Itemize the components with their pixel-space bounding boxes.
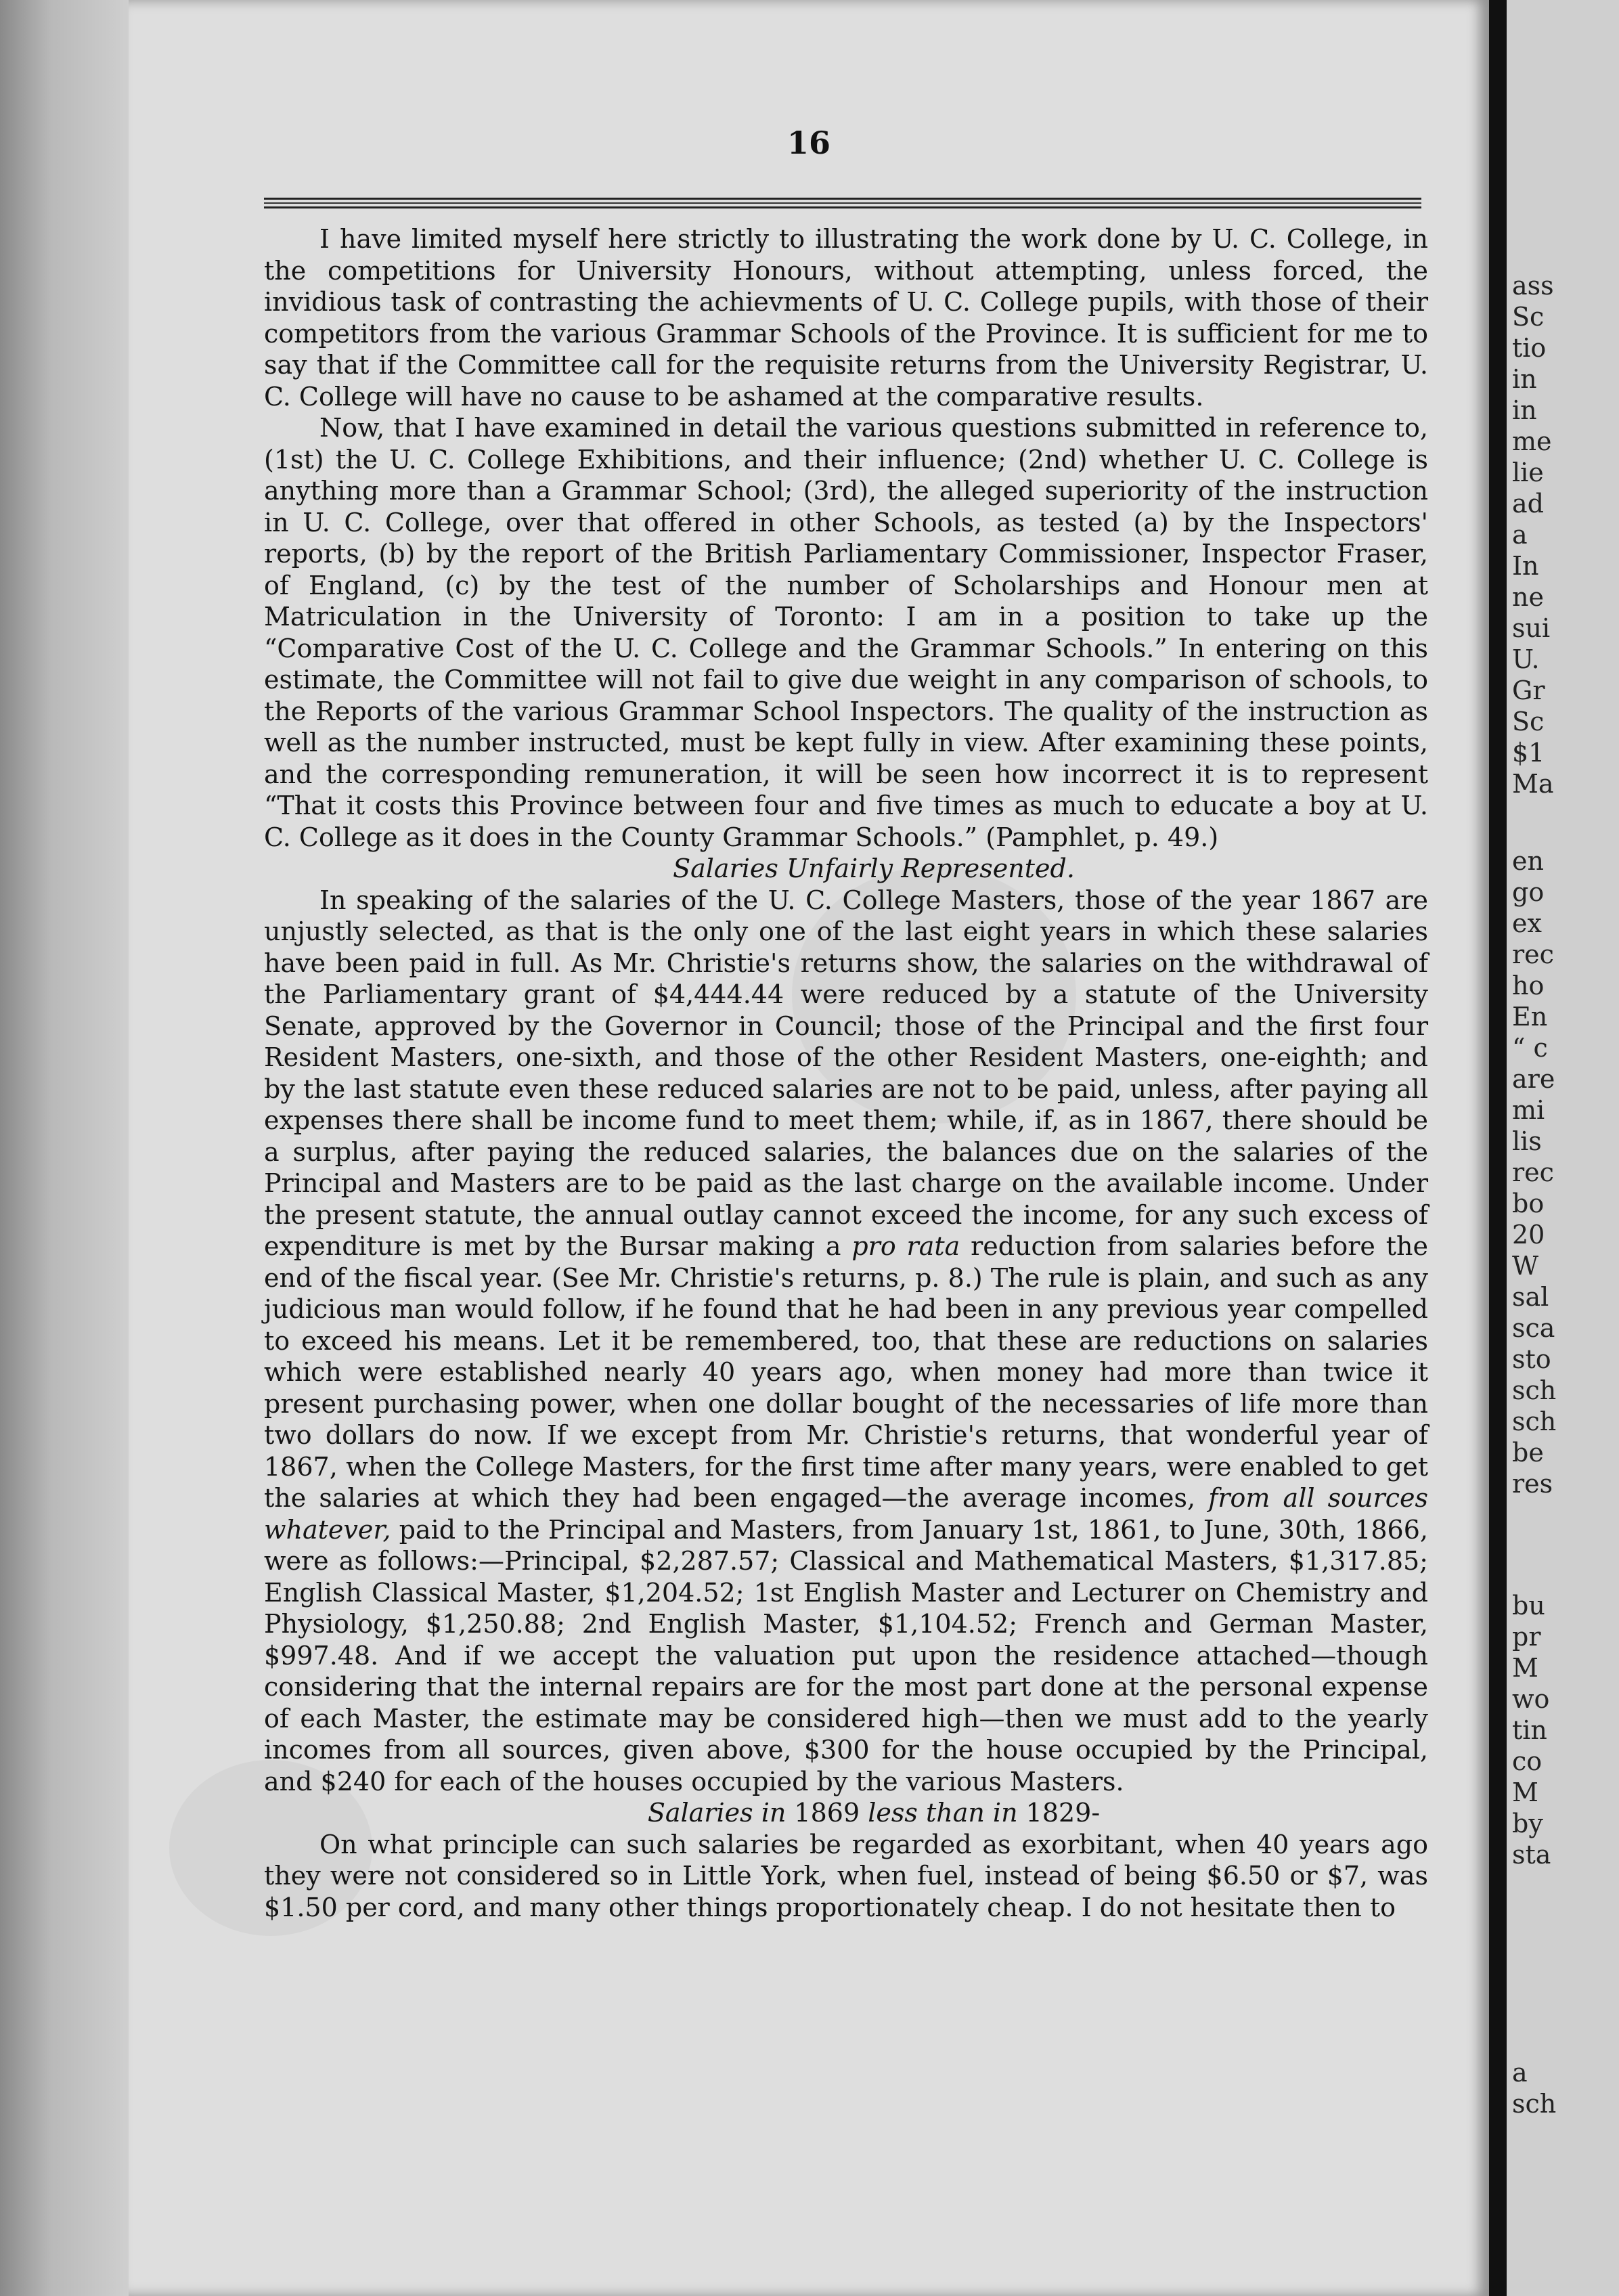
adjacent-page-fragment: pr xyxy=(1512,1622,1541,1652)
adjacent-page-fragment: ass xyxy=(1512,271,1554,301)
adjacent-page-fragment: a xyxy=(1512,520,1528,550)
adjacent-page-fragment: U. xyxy=(1512,644,1540,674)
adjacent-page-fragment: mi xyxy=(1512,1095,1545,1125)
adjacent-page-fragment: bo xyxy=(1512,1189,1545,1218)
adjacent-page-fragment: a xyxy=(1512,2058,1528,2088)
paragraph-1: I have limited myself here strictly to illustrating the work done by U. C. College, in the competitions for University Honours, without attempting, unless forced, the invidious task of contrasting the achievments of U. C. College pupils, with those of their competitors from the various Grammar Schools of the Province. It is sufficient for me to say that if the Committee call for the requisite returns from the University Registrar, U. C. College will have no cause to be ashamed at the comparative results. xyxy=(264,224,1428,412)
adjacent-page-fragment: are xyxy=(1512,1064,1555,1094)
adjacent-page-fragment: Ma xyxy=(1512,769,1554,799)
adjacent-page-fragment: by xyxy=(1512,1809,1543,1838)
page-number: 16 xyxy=(786,125,830,161)
adjacent-page-fragment: sto xyxy=(1512,1344,1551,1374)
adjacent-page-fragment: ho xyxy=(1512,971,1545,1000)
adjacent-page-fragment: co xyxy=(1512,1746,1543,1776)
adjacent-page-fragment: go xyxy=(1512,877,1545,907)
adjacent-page-fragment: ad xyxy=(1512,489,1544,518)
adjacent-page-fragment: en xyxy=(1512,846,1544,876)
heading-2-year-1: 1869 xyxy=(794,1798,860,1828)
adjacent-page-fragment: wo xyxy=(1512,1684,1550,1714)
adjacent-page-fragment: sui xyxy=(1512,613,1551,643)
adjacent-page-fragment: Sc xyxy=(1512,707,1545,736)
adjacent-page-fragment: M xyxy=(1512,1653,1538,1683)
adjacent-page-fragment: rec xyxy=(1512,1157,1554,1187)
adjacent-page-fragment: Gr xyxy=(1512,676,1545,705)
adjacent-page-fragment: lie xyxy=(1512,458,1544,487)
body-text xyxy=(264,223,1428,1923)
adjacent-page-fragment: $1 xyxy=(1512,738,1545,768)
paragraph-3-part-2: reduction from salaries before the end of the fiscal year. (See Mr. Christie's returns, p. 8.) The rule is plain, and such as any judicious man would follow, if he found that he had been in any previous year compelled to exceed his means. Let it be remembered, too, that these are reductions on salaries which were established nearly 40 years ago, when money had more than twice it present purchasing power, when one dollar bought of the necessaries of life more than two dollars do now. If we except from Mr. Christie's returns, that wonderful year of 1867, when the College Masters, for the first time after many years, were enabled to get the salaries at which they had been engaged—the average incomes, xyxy=(264,1231,1428,1513)
adjacent-page-fragment: in xyxy=(1512,364,1537,394)
adjacent-page-fragment: M xyxy=(1512,1778,1538,1807)
heading-2-year-2: 1829- xyxy=(1025,1798,1101,1828)
adjacent-page-fragment: sch xyxy=(1512,2089,1557,2119)
adjacent-page-fragment: 20 xyxy=(1512,1220,1545,1250)
adjacent-page-fragment: rec xyxy=(1512,940,1554,969)
book-gutter xyxy=(1489,0,1507,2296)
adjacent-page-fragment: bu xyxy=(1512,1591,1545,1620)
paragraph-3-part-3: paid to the Principal and Masters, from January 1st, 1861, to June, 30th, 1866, were as follows:—Principal, $2,287.57; Classical and Mathematical Masters, $1,317.85; English Classical Master, $1,204.52; 1st English Master and Lecturer on Chemistry and Physiology, $1,250.88; 2nd English Master, $1,104.52; French and German Master, $997.48. And if we accept the valuation put upon the residence attached—though considering that the internal repairs are for the most part done at the personal expense of each Master, the estimate may be considered high—then we must add to the yearly incomes from all sources, given above, $300 for the house occupied by the Principal, and $240 for each of the houses occupied by the various Masters. xyxy=(264,1514,1428,1796)
adjacent-page-fragment: me xyxy=(1512,426,1552,456)
adjacent-page-fragment: sch xyxy=(1512,1375,1557,1405)
header-rule xyxy=(264,196,1421,211)
paragraph-3-italic-sources: from all sources whatever, xyxy=(264,1483,1428,1545)
adjacent-page-fragment: sch xyxy=(1512,1407,1557,1436)
section-heading-salaries: Salaries Unfairly Represented. xyxy=(673,854,1075,883)
adjacent-page-fragment: W xyxy=(1512,1251,1539,1281)
paragraph-2: Now, that I have examined in detail the various questions submitted in reference to, (1st) the U. C. College Exhibitions, and their influence; (2nd) whether U. C. College is anything more than a Grammar School; (3rd), the alleged superiority of the instruction in U. C. College, over that offered in other Schools, as tested (a) by the Inspectors' reports, (b) by the report of the British Parliamentary Commissioner, Inspector Fraser, of England, (c) by the test of the number of Scholarships and Honour men at Matriculation in the University of Toronto: I am in a position to take up the “Comparative Cost of the U. C. College and the Grammar Schools.” In entering on this estimate, the Committee will not fail to give due weight in any comparison of schools, to the Reports of the various Grammar School Inspectors. The quality of the instruction as well as the number instructed, must be kept fully in view. After examining these points, and the corresponding remuneration, it will be seen how incorrect it is to represent “That it costs this Province between four and five times as much to educate a boy at U. C. College as it does in the County Grammar Schools.” (Pamphlet, p. 49.) xyxy=(264,413,1428,852)
paragraph-4: On what principle can such salaries be regarded as exorbitant, when 40 years ago they were not considered so in Little York, when fuel, instead of being $6.50 or $7, was $1.50 per cord, and many other things proportionately cheap. I do not hesitate then to xyxy=(264,1829,1428,1922)
adjacent-page-fragment: En xyxy=(1512,1002,1548,1032)
adjacent-page-fragment: sca xyxy=(1512,1313,1555,1343)
heading-2-mid: less than in xyxy=(868,1798,1018,1828)
adjacent-page-fragment: lis xyxy=(1512,1126,1542,1156)
adjacent-page-fragment: Sc xyxy=(1512,302,1545,332)
paragraph-3-italic-pro-rata: pro rata xyxy=(851,1231,960,1261)
left-scan-edge xyxy=(0,0,129,2296)
adjacent-page-fragment: “ c xyxy=(1512,1033,1548,1063)
adjacent-page-fragment: be xyxy=(1512,1438,1544,1467)
adjacent-page-fragment: res xyxy=(1512,1469,1553,1499)
paragraph-3 xyxy=(264,885,1428,1798)
adjacent-page-fragment: ex xyxy=(1512,908,1542,938)
adjacent-page-fragment: sal xyxy=(1512,1282,1549,1312)
document-page xyxy=(129,0,1489,2296)
adjacent-page-fragment: in xyxy=(1512,395,1537,425)
adjacent-page-fragment: ne xyxy=(1512,582,1544,612)
adjacent-page-fragment: tio xyxy=(1512,333,1547,363)
heading-2-pre: Salaries in xyxy=(647,1798,786,1828)
section-heading-1869 xyxy=(264,1797,1428,1829)
adjacent-page-edge xyxy=(1507,0,1619,2296)
adjacent-page-fragment: In xyxy=(1512,551,1539,581)
adjacent-page-fragment: sta xyxy=(1512,1840,1551,1870)
paragraph-3-part-1: In speaking of the salaries of the U. C. College Masters, those of the year 1867 are unjustly selected, as that is the only one of the last eight years in which these salaries have been paid in full. As Mr. Christie's returns show, the salaries on the withdrawal of the Parliamentary grant of $4,444.44 were reduced by a statute of the University Senate, approved by the Governor in Council; those of the Principal and the first four Resident Masters, one-sixth, and those of the other Resident Masters, one-eighth; and by the last statute even these reduced salaries are not to be paid, unless, after paying all expenses there shall be income fund to meet them; while, if, as in 1867, there should be a surplus, after paying the reduced salaries, the balances due on the salaries of the Principal and Masters are to be paid as the last charge on the available income. Under the present statute, the annual outlay cannot exceed the income, for any such excess of expenditure is met by the Bursar making a xyxy=(264,885,1428,1261)
adjacent-page-fragment: tin xyxy=(1512,1715,1547,1745)
